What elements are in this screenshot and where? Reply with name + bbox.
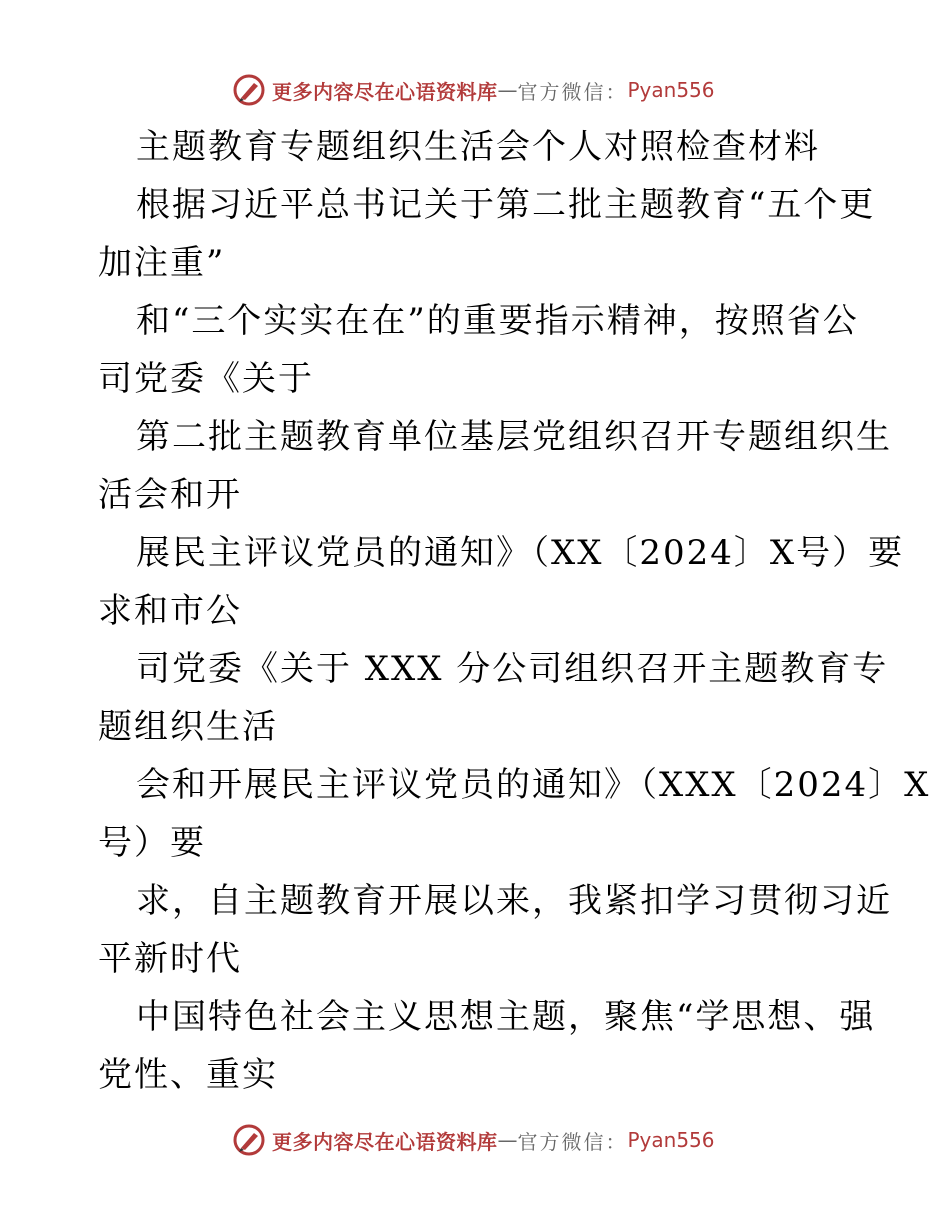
banner-dash: — — [497, 78, 518, 102]
header-watermark-banner — [232, 70, 715, 110]
banner-text: 更多内容尽在心语资料库 — [272, 1129, 498, 1154]
text-line: 求，自主题教育开展以来，我紧扣学习贯彻习近 — [136, 881, 892, 921]
footer-watermark-banner — [232, 1120, 715, 1160]
banner-wechat-id: Pyan556 — [627, 1128, 715, 1152]
text-line: 会和开展民主评议党员的通知》（XXX〔2024〕X — [136, 765, 931, 805]
text-line: 第二批主题教育单位基层党组织召开专题组织生 — [136, 417, 892, 457]
text-line: 求和市公 — [98, 591, 242, 631]
banner-official-label: 官方微信： — [517, 1129, 628, 1154]
text-line: 展民主评议党员的通知》（XX〔2024〕X号）要 — [136, 533, 905, 573]
document-body — [98, 118, 931, 1104]
banner-official-label: 官方微信： — [517, 79, 628, 104]
pen-logo-icon — [232, 73, 266, 107]
text-line: 题组织生活 — [98, 707, 278, 747]
banner-wechat-id: Pyan556 — [627, 78, 715, 102]
text-line: 加注重” — [98, 243, 226, 283]
text-line: 根据习近平总书记关于第二批主题教育“五个更 — [136, 185, 876, 225]
banner-text: 更多内容尽在心语资料库 — [272, 79, 498, 104]
text-line: 司党委《关于 — [98, 359, 314, 399]
pen-logo-icon — [232, 1123, 266, 1157]
text-line: 号）要 — [98, 823, 206, 863]
text-line: 中国特色社会主义思想主题，聚焦“学思想、强 — [136, 997, 876, 1037]
text-line: 活会和开 — [98, 475, 242, 515]
document-title: 主题教育专题组织生活会个人对照检查材料 — [136, 127, 820, 167]
text-line: 平新时代 — [98, 939, 242, 979]
text-line: 和“三个实实在在”的重要指示精神，按照省公 — [136, 301, 859, 341]
text-line: 党性、重实 — [98, 1055, 278, 1095]
text-line: 司党委《关于 XXX 分公司组织召开主题教育专 — [136, 649, 889, 689]
banner-dash: — — [497, 1128, 518, 1152]
